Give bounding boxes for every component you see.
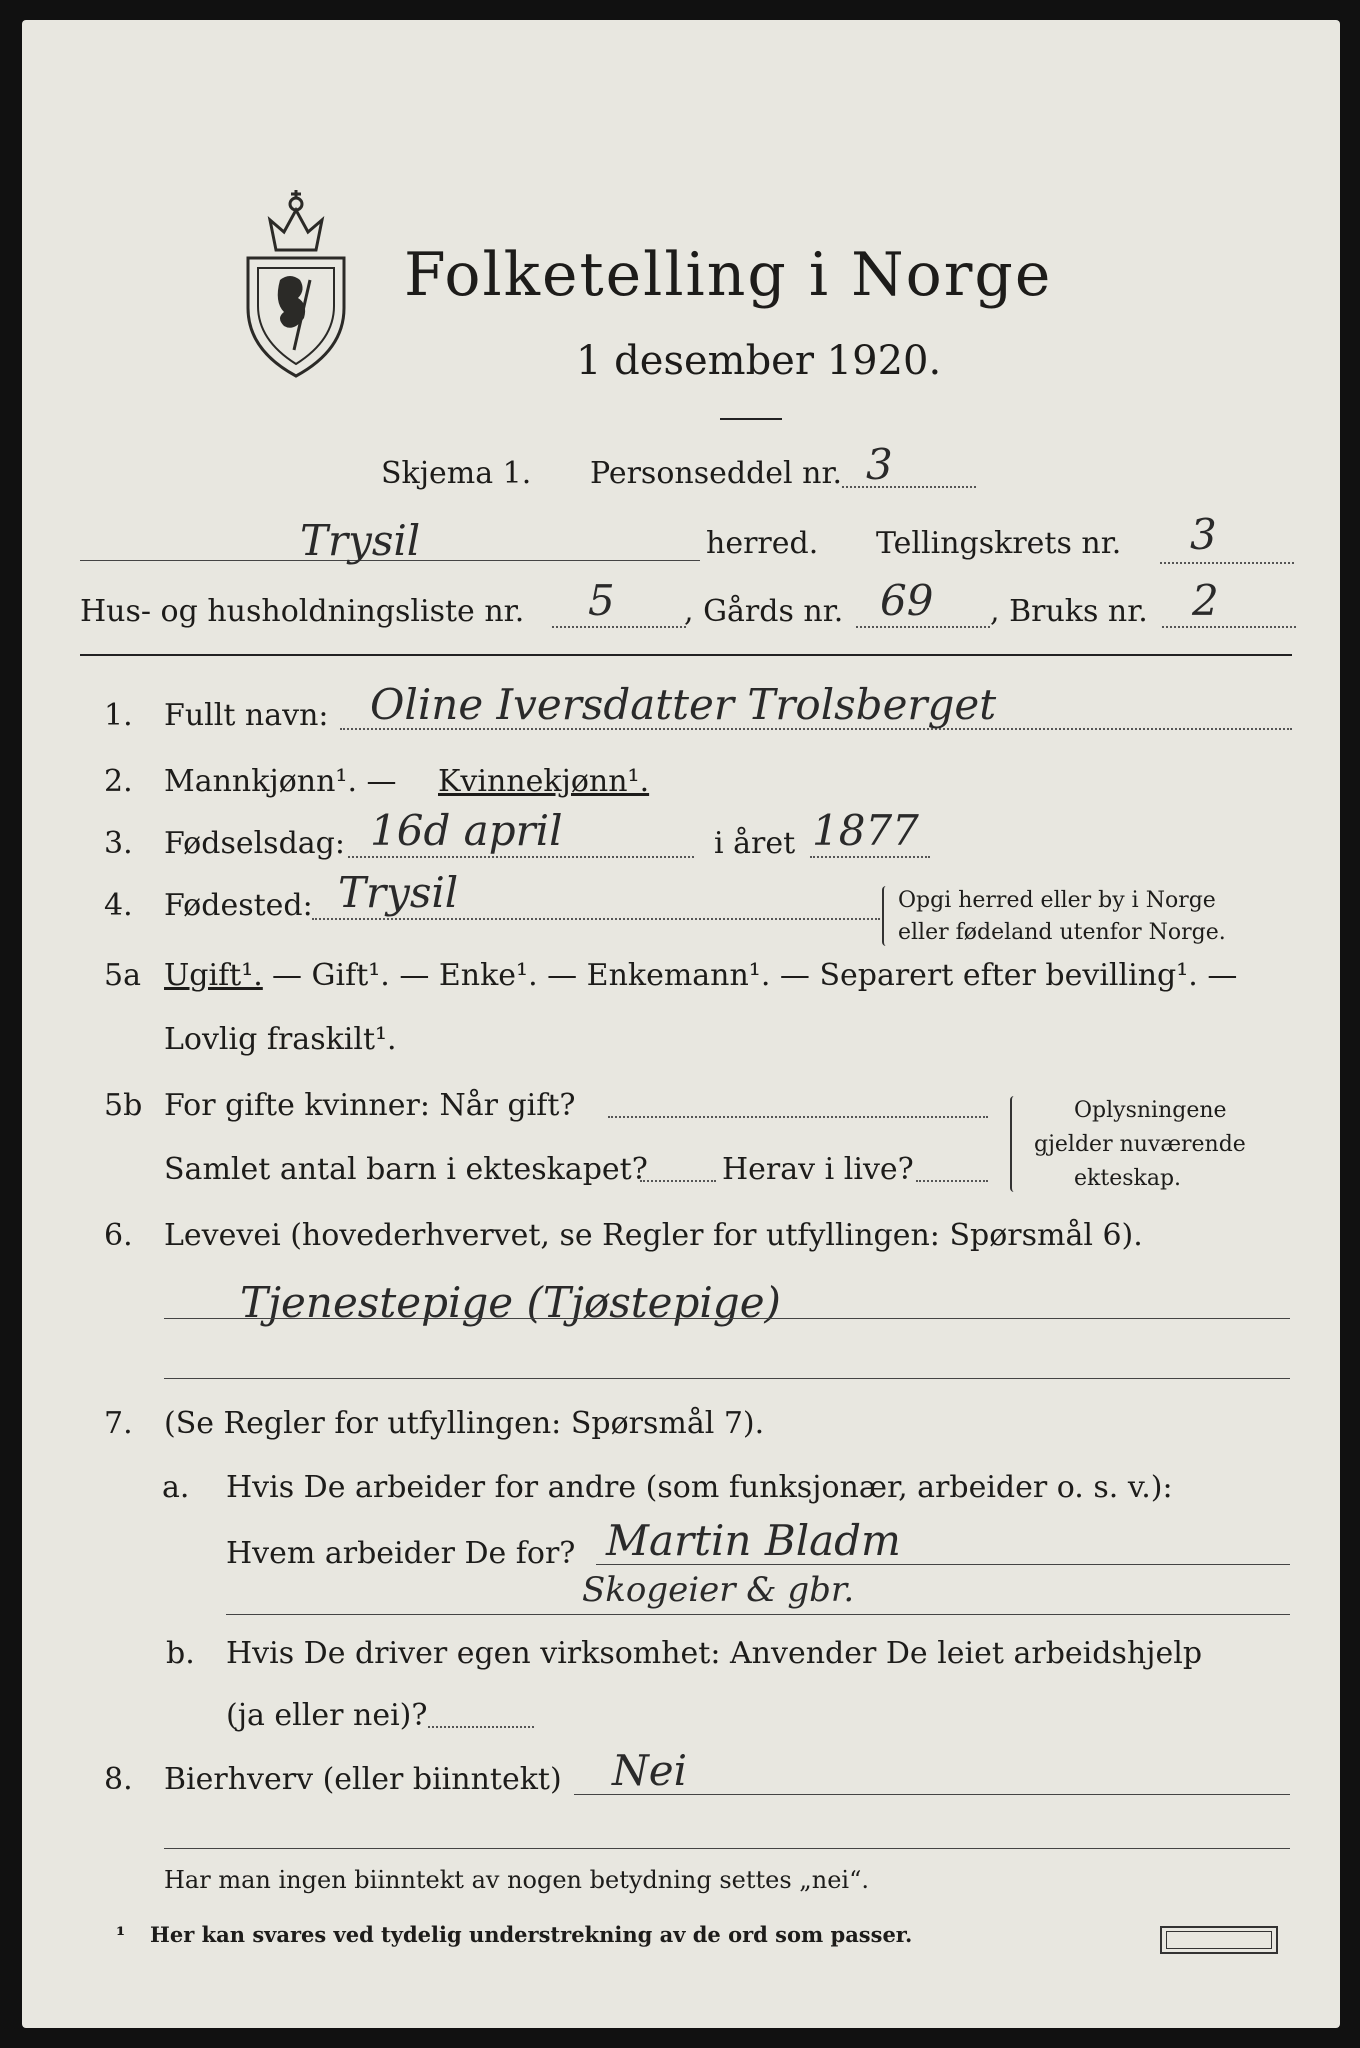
hus-value[interactable]: 5 (588, 576, 615, 625)
q3-label: Fødselsdag: (164, 826, 345, 861)
q4-note-line2: eller fødeland utenfor Norge. (898, 920, 1226, 945)
q3-year-label: i året (714, 826, 796, 861)
hus-line (552, 626, 686, 628)
q7b-line2: (ja eller nei)? (226, 1698, 428, 1733)
q4-line (312, 918, 880, 920)
q3-number: 3. (104, 826, 133, 861)
personseddel-value[interactable]: 3 (866, 440, 893, 489)
q5b-children-label: Samlet antal barn i ekteskapet? (164, 1152, 648, 1187)
tellingskrets-label: Tellingskrets nr. (876, 526, 1122, 561)
q7b-line1: Hvis De driver egen virksomhet: Anvender De leiet arbeidshjelp (226, 1636, 1203, 1671)
bruks-line (1162, 626, 1296, 628)
q6-value[interactable]: Tjenestepige (Tjøstepige) (240, 1278, 781, 1327)
q5b-note-line3: ekteskap. (1074, 1166, 1182, 1191)
skjema-label: Skjema 1. (381, 456, 532, 491)
q5b-alive-line (916, 1180, 988, 1182)
q7a-value2[interactable]: Skogeier & gbr. (582, 1570, 855, 1610)
title-divider (720, 418, 782, 420)
q7-label: (Se Regler for utfyllingen: Spørsmål 7). (164, 1406, 765, 1441)
footer-note: Har man ingen biinntekt av nogen betydning settes „nei“. (164, 1866, 869, 1894)
q7a-line2: Hvem arbeider De for? (226, 1536, 576, 1571)
gards-line (856, 626, 990, 628)
q7a-letter: a. (162, 1470, 190, 1505)
q3-year-line (810, 856, 930, 858)
q5b-when-married-label: For gifte kvinner: Når gift? (164, 1088, 576, 1123)
q7b-answer-line (428, 1726, 534, 1728)
personseddel-line (842, 486, 976, 488)
herred-value[interactable]: Trysil (300, 516, 421, 565)
q7-number: 7. (104, 1406, 133, 1441)
q5a-number: 5a (104, 958, 141, 993)
q6-line1 (164, 1318, 1290, 1319)
q4-label: Fødested: (164, 888, 313, 923)
q7a-line1: Hvis De arbeider for andre (som funksjonær, arbeider o. s. v.): (226, 1470, 1173, 1505)
footnote-mark: ¹ (116, 1922, 126, 1947)
printer-stamp (1160, 1926, 1278, 1954)
personseddel-label: Personseddel nr. (590, 456, 843, 491)
footnote-text: Her kan svares ved tydelig understrekning av de ord som passer. (150, 1922, 913, 1947)
q5b-note-brace (1010, 1096, 1018, 1192)
q1-value[interactable]: Oline Iversdatter Trolsberget (370, 680, 997, 729)
q8-answer-line2 (164, 1848, 1290, 1849)
q6-label: Levevei (hovederhvervet, se Regler for utfyllingen: Spørsmål 6). (164, 1218, 1143, 1253)
q8-value[interactable]: Nei (612, 1746, 688, 1795)
q5b-when-married-line (608, 1116, 988, 1118)
tellingskrets-line (1160, 562, 1294, 564)
q4-note-brace (882, 886, 890, 946)
q5b-children-line (640, 1180, 716, 1182)
gards-value[interactable]: 69 (880, 576, 934, 625)
q3-line (348, 856, 694, 858)
q5b-alive-label: Herav i live? (722, 1152, 914, 1187)
q2-number: 2. (104, 764, 133, 799)
q5b-number: 5b (104, 1088, 143, 1123)
q5b-note-line2: gjelder nuværende (1034, 1132, 1246, 1157)
q5b-note-line1: Oplysningene (1074, 1098, 1227, 1123)
q8-number: 8. (104, 1762, 133, 1797)
q5a-other-options[interactable]: — Gift¹. — Enke¹. — Enkemann¹. — Separert efter bevilling¹. — (272, 958, 1238, 993)
q3-year-value[interactable]: 1877 (812, 806, 919, 855)
bruks-label: , Bruks nr. (990, 594, 1148, 629)
norway-coat-of-arms-icon (240, 180, 352, 380)
q2-female-option[interactable]: Kvinnekjønn¹. (438, 764, 650, 799)
header-divider (80, 654, 1292, 656)
q5a-ugift-option[interactable]: Ugift¹. (164, 958, 263, 993)
census-date: 1 desember 1920. (576, 338, 942, 384)
hus-label: Hus- og husholdningsliste nr. (80, 594, 525, 629)
q4-note-line1: Opgi herred eller by i Norge (898, 888, 1216, 913)
q2-male-option[interactable]: Mannkjønn¹. — (164, 764, 397, 799)
q6-number: 6. (104, 1218, 133, 1253)
q4-value[interactable]: Trysil (338, 868, 459, 917)
q4-number: 4. (104, 888, 133, 923)
tellingskrets-value[interactable]: 3 (1190, 510, 1217, 559)
q3-value[interactable]: 16d april (370, 806, 563, 855)
q7a-value1[interactable]: Martin Bladm (606, 1516, 901, 1565)
q1-label: Fullt navn: (164, 698, 329, 733)
q8-label: Bierhverv (eller biinntekt) (164, 1762, 562, 1797)
q1-number: 1. (104, 698, 133, 733)
page-title: Folketelling i Norge (404, 240, 1053, 310)
herred-label: herred. (706, 526, 819, 561)
q6-line2 (164, 1378, 1290, 1379)
bruks-value[interactable]: 2 (1192, 576, 1219, 625)
q7a-answer-line2 (226, 1614, 1290, 1615)
q7b-letter: b. (166, 1636, 195, 1671)
q5a-fraskilt-option[interactable]: Lovlig fraskilt¹. (164, 1022, 397, 1057)
gards-label: , Gårds nr. (684, 594, 844, 629)
